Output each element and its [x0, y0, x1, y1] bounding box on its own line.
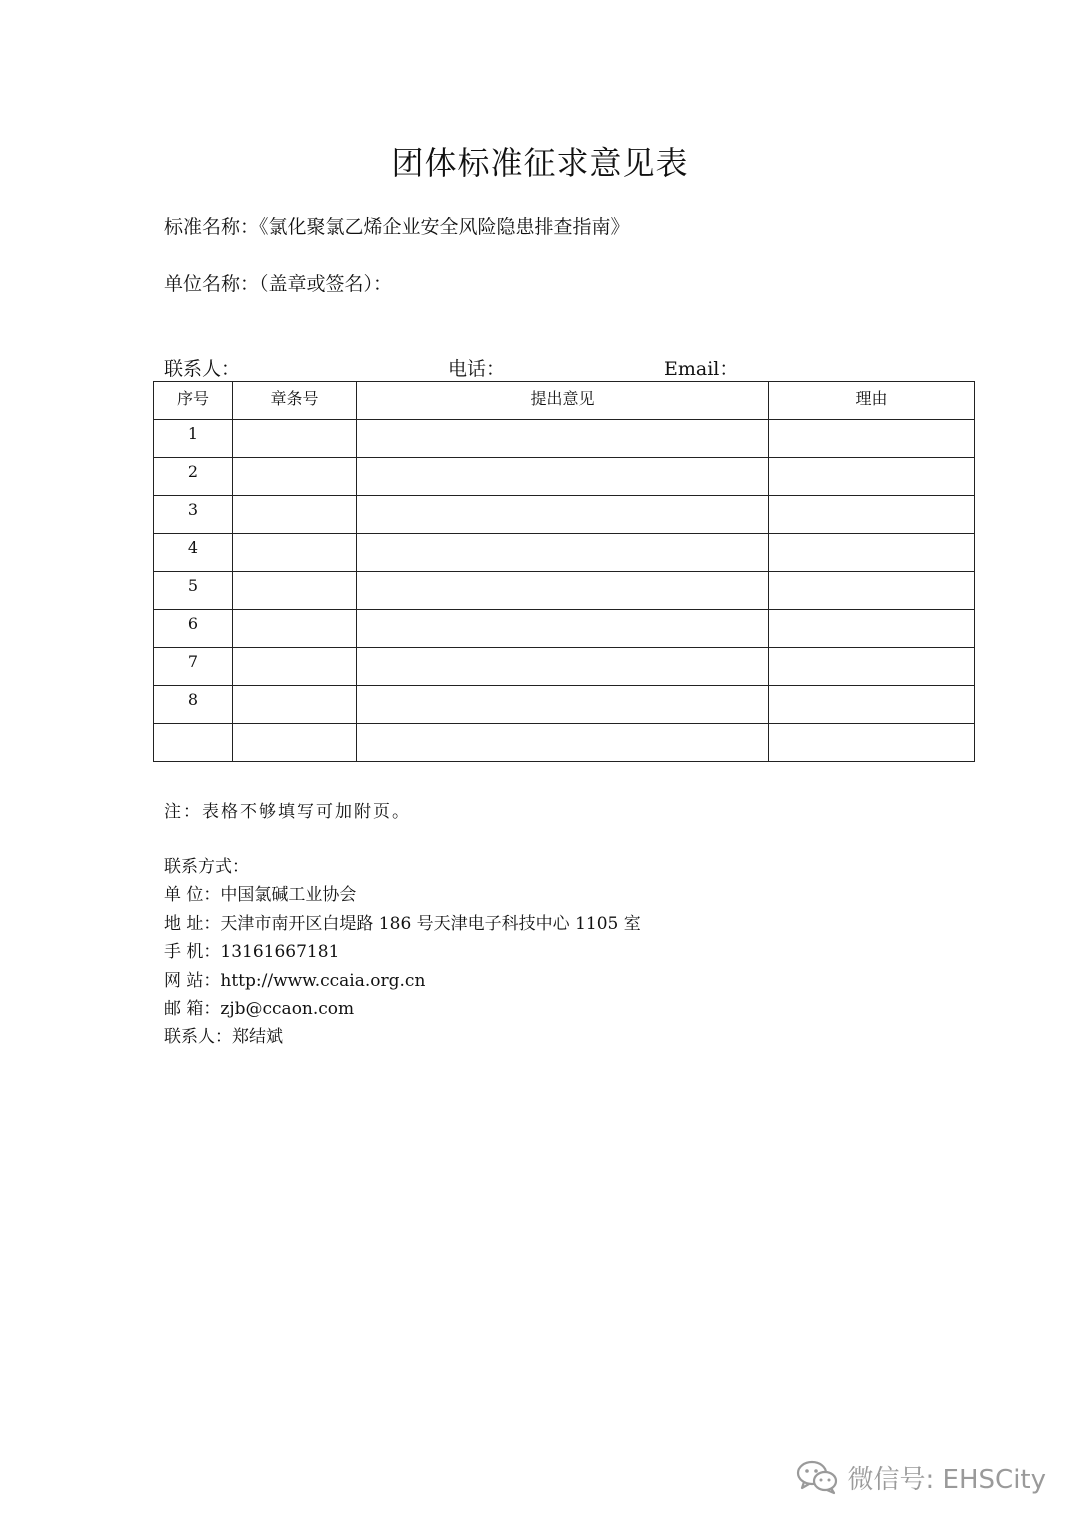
phone-label: 电话：	[448, 358, 506, 380]
unit-name-line	[164, 269, 392, 296]
header-seq: 序号	[154, 382, 233, 420]
table-row	[154, 420, 975, 458]
table-row	[154, 496, 975, 534]
contact-website-label: 网 站：	[164, 970, 221, 991]
clause-cell[interactable]	[233, 496, 357, 534]
contact-address-label: 地 址：	[164, 913, 221, 934]
row-number: 2	[154, 458, 233, 496]
watermark	[796, 1457, 1046, 1497]
contact-person-info-label: 联系人：	[164, 1027, 232, 1048]
row-number: 1	[154, 420, 233, 458]
standard-name-value: 《氯化聚氯乙烯企业安全风险隐患排查指南》	[259, 216, 630, 238]
watermark-text: 微信号: EHSCity	[847, 1464, 1046, 1495]
contact-mobile-value: 13161667181	[220, 942, 340, 963]
opinion-cell[interactable]	[357, 534, 769, 572]
contact-mobile-label: 手 机：	[164, 942, 221, 963]
table-note: 注：表格不够填写可加附页。	[164, 802, 411, 822]
clause-cell[interactable]	[233, 458, 357, 496]
clause-cell[interactable]	[233, 686, 357, 724]
comment-table	[153, 381, 975, 762]
contact-unit-row	[164, 881, 641, 909]
row-number: 8	[154, 686, 233, 724]
reason-cell[interactable]	[769, 458, 975, 496]
table-row	[154, 458, 975, 496]
clause-cell[interactable]	[233, 534, 357, 572]
header-opinion: 提出意见	[357, 382, 769, 420]
row-number: 6	[154, 610, 233, 648]
row-number: 7	[154, 648, 233, 686]
reason-cell[interactable]	[769, 496, 975, 534]
opinion-cell[interactable]	[357, 496, 769, 534]
table-row	[154, 534, 975, 572]
opinion-cell[interactable]	[357, 724, 769, 762]
contact-person-label: 联系人：	[164, 358, 241, 380]
contact-address-row	[164, 910, 641, 938]
opinion-cell[interactable]	[357, 686, 769, 724]
row-number: 3	[154, 496, 233, 534]
contact-person-value: 郑结斌	[232, 1027, 283, 1048]
clause-cell[interactable]	[233, 648, 357, 686]
clause-cell[interactable]	[233, 724, 357, 762]
opinion-cell[interactable]	[357, 648, 769, 686]
opinion-cell[interactable]	[357, 420, 769, 458]
email-label: Email：	[664, 358, 739, 380]
opinion-cell[interactable]	[357, 458, 769, 496]
contact-person-row	[164, 1023, 641, 1051]
contact-mobile-row	[164, 938, 641, 966]
contact-email-label: 邮 箱：	[164, 999, 221, 1020]
page-title: 团体标准征求意见表	[391, 144, 689, 182]
reason-cell[interactable]	[769, 534, 975, 572]
contact-email-row	[164, 995, 641, 1023]
table-row	[154, 724, 975, 762]
header-clause: 章条号	[233, 382, 357, 420]
table-row	[154, 610, 975, 648]
header-reason: 理由	[769, 382, 975, 420]
standard-name-label: 标准名称：	[164, 216, 260, 238]
reason-cell[interactable]	[769, 686, 975, 724]
clause-cell[interactable]	[233, 610, 357, 648]
contact-info	[164, 853, 641, 1052]
contact-address-value: 天津市南开区白堤路 186 号天津电子科技中心 1105 室	[220, 913, 641, 934]
row-number: 4	[154, 534, 233, 572]
reason-cell[interactable]	[769, 572, 975, 610]
wechat-icon	[796, 1459, 840, 1495]
table-row	[154, 572, 975, 610]
standard-name-line	[164, 212, 630, 239]
contact-unit-label: 单 位：	[164, 885, 221, 906]
contact-email-value[interactable]: zjb@ccaon.com	[220, 999, 355, 1020]
clause-cell[interactable]	[233, 420, 357, 458]
table-header-row	[154, 382, 975, 420]
contact-fields-row	[164, 354, 974, 380]
row-number: 5	[154, 572, 233, 610]
reason-cell[interactable]	[769, 724, 975, 762]
opinion-cell[interactable]	[357, 572, 769, 610]
reason-cell[interactable]	[769, 420, 975, 458]
unit-name-label: 单位名称：（盖章或签名）：	[164, 273, 393, 295]
reason-cell[interactable]	[769, 648, 975, 686]
clause-cell[interactable]	[233, 572, 357, 610]
table-row	[154, 648, 975, 686]
contact-unit-value: 中国氯碱工业协会	[220, 885, 357, 906]
opinion-cell[interactable]	[357, 610, 769, 648]
table-row	[154, 686, 975, 724]
reason-cell[interactable]	[769, 610, 975, 648]
contact-website-value[interactable]: http://www.ccaia.org.cn	[220, 970, 426, 991]
contact-website-row	[164, 967, 641, 995]
row-number	[154, 724, 233, 762]
contact-heading: 联系方式：	[164, 857, 249, 877]
